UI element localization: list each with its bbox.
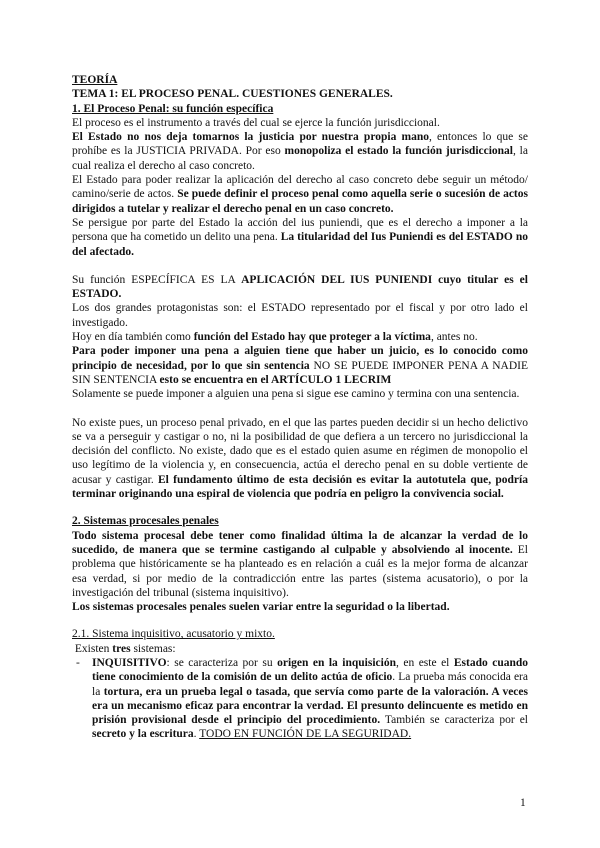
list-item: - INQUISITIVO: se caracteriza por su origen en la inquisición, en este el Estado cuando tiene conocimiento de la comisión de un delito actúa de oficio. La prueba más conocida era la tortura, era un prueba legal o tasada, que servía como parte de la valoración. A veces era un mecanismo eficaz para encontrar la verdad. El presunto delincuente es metido en prisión provisional desde el principio del procedimiento. También se caracteriza por el secreto y la escritura. TODO EN FUNCIÓN DE LA SEGURIDAD.	[76, 656, 529, 741]
page-number: 1	[520, 797, 526, 809]
section-label: TEORÍA	[72, 74, 118, 86]
paragraph: El Estado no nos deja tomarnos la justicia por nuestra propia mano, entonces lo que se prohíbe es la JUSTICIA PRIVADA. Por eso monopoliza el estado la función jurisdiccional, la cual realiza el derecho al caso concreto.	[72, 131, 528, 172]
paragraph: Existen tres sistemas:	[74, 642, 176, 655]
chapter-title: TEMA 1: EL PROCESO PENAL. CUESTIONES GENERALES.	[72, 88, 393, 101]
paragraph: Hoy en día también como función del Estado hay que proteger a la víctima, antes no.	[72, 331, 478, 344]
paragraph: El proceso es el instrumento a través del cual se ejerce la función jurisdiccional.	[72, 116, 440, 129]
subsection-2-1-title: 2.1. Sistema inquisitivo, acusatorio y mixto.	[72, 628, 275, 641]
paragraph: No existe pues, un proceso penal privado, en el que las partes pueden decidir si un hecho delictivo se va a perseguir y castigar o no, ni la posibilidad de que defiera a un tercero no jurisdiccional la decisión del conflicto. No existe, dado que es el estado quien asume en régimen de monopolio el uso legítimo de la violencia y, en consecuencia, actúa el derecho penal en su doble vertiente de acusar y castigar. El fundamento último de esta decisión es evitar la autotutela que, podría terminar originando una espiral de violencia que podría en peligro la convivencia social.	[72, 416, 528, 501]
paragraph: Su función ESPECÍFICA ES LA APLICACIÓN DEL IUS PUNIENDI cuyo titular es el ESTADO.	[72, 273, 528, 301]
paragraph: Solamente se puede imponer a alguien una pena si sigue ese camino y termina con una sentencia.	[72, 388, 520, 401]
section-1-title: 1. El Proceso Penal: su función específica	[72, 102, 274, 115]
paragraph: Los dos grandes protagonistas son: el ESTADO representado por el fiscal y por otro lado el investigado.	[72, 302, 528, 329]
systems-list	[72, 656, 528, 742]
paragraph: Todo sistema procesal debe tener como finalidad última la de alcanzar la verdad de lo sucedido, de manera que se termine castigando al culpable y absolviendo al inocente. El problema que históricamente se ha planteado es en relación a cuál es la mejor forma de alcanzar esa verdad, si por medio de la contradicción entre las partes (sistema acusatorio), o por la investigación del tribunal (sistema inquisitivo).	[72, 529, 528, 599]
paragraph: Para poder imponer una pena a alguien tiene que haber un juicio, es lo conocido como principio de necesidad, por lo que sin sentencia NO SE PUEDE IMPONER PENA A NADIE SIN SENTENCIA esto se encuentra en el ARTÍCULO 1 LECRIM	[72, 345, 528, 386]
section-2-title: 2. Sistemas procesales penales	[72, 515, 219, 528]
paragraph: El Estado para poder realizar la aplicación del derecho al caso concreto debe seguir un método/ camino/serie de actos. Se puede definir el proceso penal como aquella serie o sucesión de actos dirigidos a tutelar y realizar el derecho penal en un caso concreto.	[72, 174, 528, 215]
document-page	[72, 73, 528, 742]
paragraph: Se persigue por parte del Estado la acción del ius puniendi, que es el derecho a imponer a la persona que ha cometido un delito una pena. La titularidad del Ius Puniendi es del ESTADO no del afectado.	[72, 216, 528, 258]
paragraph: Los sistemas procesales penales suelen variar entre la seguridad o la libertad.	[72, 601, 450, 614]
